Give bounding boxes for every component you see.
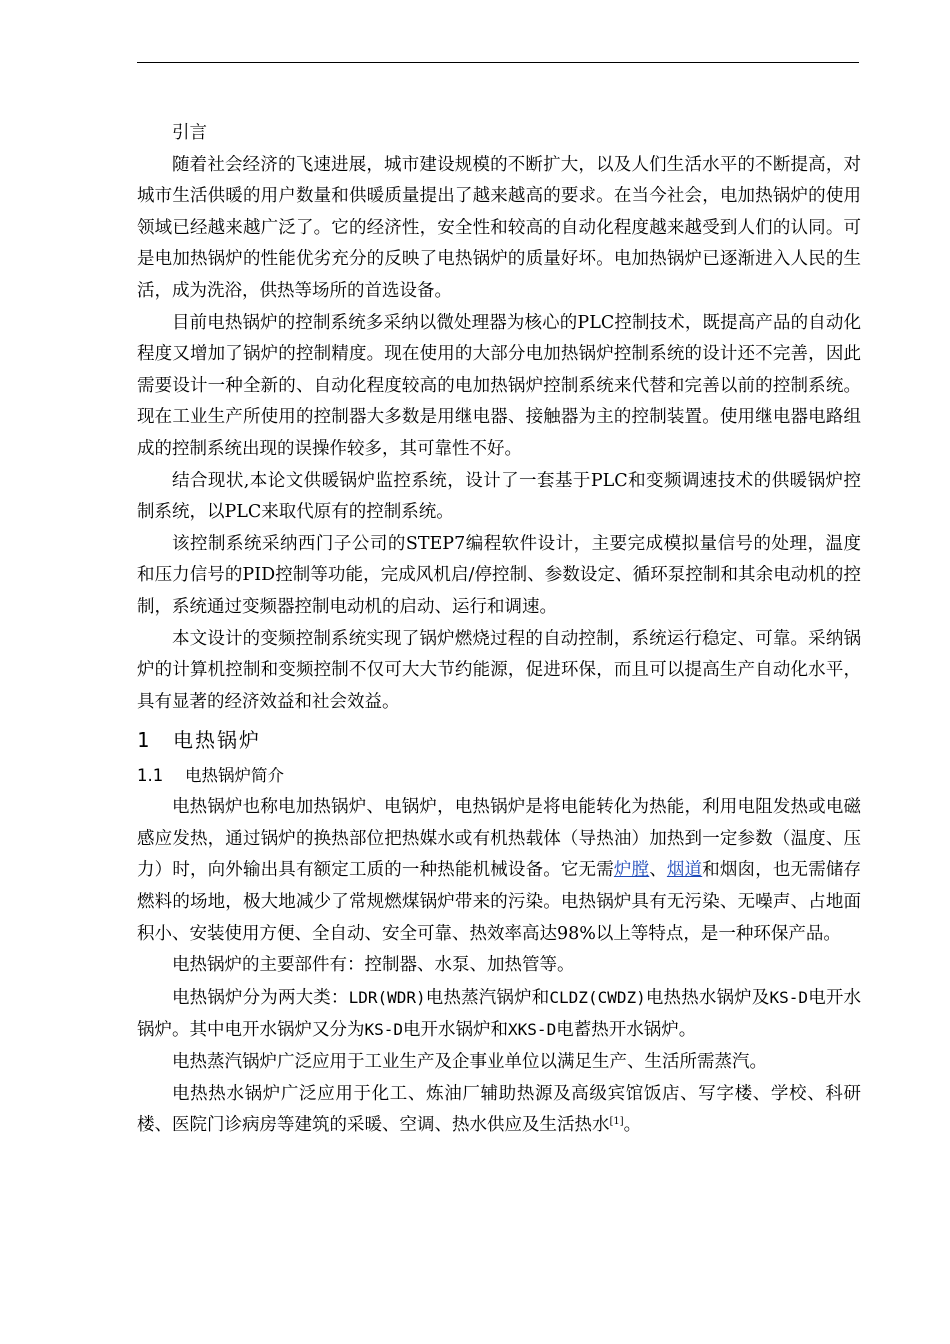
section-p1-sep: 、 <box>649 860 667 881</box>
model-code: LDR(WDR) <box>348 987 426 1007</box>
intro-heading: 引言 <box>172 123 207 143</box>
chapter-title: 电热锅炉 <box>173 728 261 753</box>
text-run: 电热蒸汽锅炉和 <box>425 987 550 1008</box>
text-run: 电开水锅炉。其中电开水锅炉又分为 <box>137 987 862 1041</box>
section-p1-text-b: 和烟囱，也无需储存燃料的场地，极大地减少了常规燃煤锅炉带来的污染。电热锅炉具有无污染、无噪声、占地面积小、安装使用方便、全自动、安全可靠、热效率高达98%以上等特点，是一种环保产品。 <box>137 860 862 944</box>
citation-ref[interactable]: [1] <box>609 1116 624 1128</box>
section-title: 电热锅炉简介 <box>185 766 284 786</box>
link-flue[interactable]: 烟道 <box>666 860 703 881</box>
text-run: 。 <box>623 1115 642 1136</box>
section-paragraph-4: 电热蒸汽锅炉广泛应用于工业生产及企事业单位以满足生产、生活所需蒸汽。 <box>172 1052 767 1073</box>
section-paragraph-1 <box>137 792 861 950</box>
document-body <box>137 118 861 1142</box>
model-code: KS-D <box>364 1020 404 1040</box>
header-rule <box>137 62 859 63</box>
section-heading <box>137 760 861 792</box>
section-paragraph-5 <box>137 1079 861 1142</box>
intro-paragraph-5: 本文设计的变频控制系统实现了锅炉燃烧过程的自动控制，系统运行稳定、可靠。采纳锅炉的计算机控制和变频控制不仅可大大节约能源，促进环保，而且可以提高生产自动化水平，具有显著的经济效益和社会效益。 <box>137 628 861 712</box>
chapter-heading <box>137 720 861 760</box>
text-run: 电热热水锅炉广泛应用于化工、炼油厂辅助热源及高级宾馆饭店、写字楼、学校、科研楼、医院门诊病房等建筑的采暖、空调、热水供应及生活热水 <box>137 1083 861 1136</box>
text-run: 电开水锅炉和 <box>403 1020 509 1041</box>
text-run: 电蓄热开水锅炉。 <box>556 1020 697 1041</box>
section-number: 1.1 <box>137 766 164 786</box>
intro-paragraph-3: 结合现状,本论文供暖锅炉监控系统，设计了一套基于PLC和变频调速技术的供暖锅炉控制系统，以PLC来取代原有的控制系统。 <box>137 470 861 523</box>
section-paragraph-2: 电热锅炉的主要部件有：控制器、水泵、加热管等。 <box>172 955 575 976</box>
model-code: XKS-D <box>508 1020 557 1040</box>
link-furnace[interactable]: 炉膛 <box>613 860 650 881</box>
text-run: 电热锅炉分为两大类： <box>172 987 349 1008</box>
model-code: CLDZ(CWDZ) <box>549 987 646 1007</box>
section-paragraph-3 <box>137 982 861 1047</box>
text-run: 电热热水锅炉及 <box>645 987 770 1008</box>
model-code: KS-D <box>769 987 809 1007</box>
intro-paragraph-4: 该控制系统采纳西门子公司的STEP7编程软件设计，主要完成模拟量信号的处理，温度和压力信号的PID控制等功能，完成风机启/停控制、参数设定、循环泵控制和其余电动机的控制，系统通过变频器控制电动机的启动、运行和调速。 <box>137 533 861 617</box>
intro-paragraph-2: 目前电热锅炉的控制系统多采纳以微处理器为核心的PLC控制技术，既提高产品的自动化程度又增加了锅炉的控制精度。现在使用的大部分电加热锅炉控制系统的设计还不完善，因此需要设计一种全新的、自动化程度较高的电加热锅炉控制系统来代替和完善以前的控制系统。现在工业生产所使用的控制器大多数是用继电器、接触器为主的控制装置。使用继电器电路组成的控制系统出现的误操作较多，其可靠性不好。 <box>137 312 861 459</box>
chapter-number: 1 <box>137 728 152 753</box>
intro-paragraph-1: 随着社会经济的飞速进展，城市建设规模的不断扩大，以及人们生活水平的不断提高，对城市生活供暖的用户数量和供暖质量提出了越来越高的要求。在当今社会，电加热锅炉的使用领域已经越来越广泛了。它的经济性，安全性和较高的自动化程度越来越受到人们的认同。可是电加热锅炉的性能优劣充分的反映了电热锅炉的质量好坏。电加热锅炉已逐渐进入人民的生活，成为洗浴，供热等场所的首选设备。 <box>137 154 861 301</box>
section-p1-text-a: 电热锅炉也称电加热锅炉、电锅炉，电热锅炉是将电能转化为热能，利用电阻发热或电磁感应发热，通过锅炉的换热部位把热媒水或有机热载体（导热油）加热到一定参数（温度、压力）时，向外输出具有额定工质的一种热能机械设备。它无需 <box>137 797 861 881</box>
